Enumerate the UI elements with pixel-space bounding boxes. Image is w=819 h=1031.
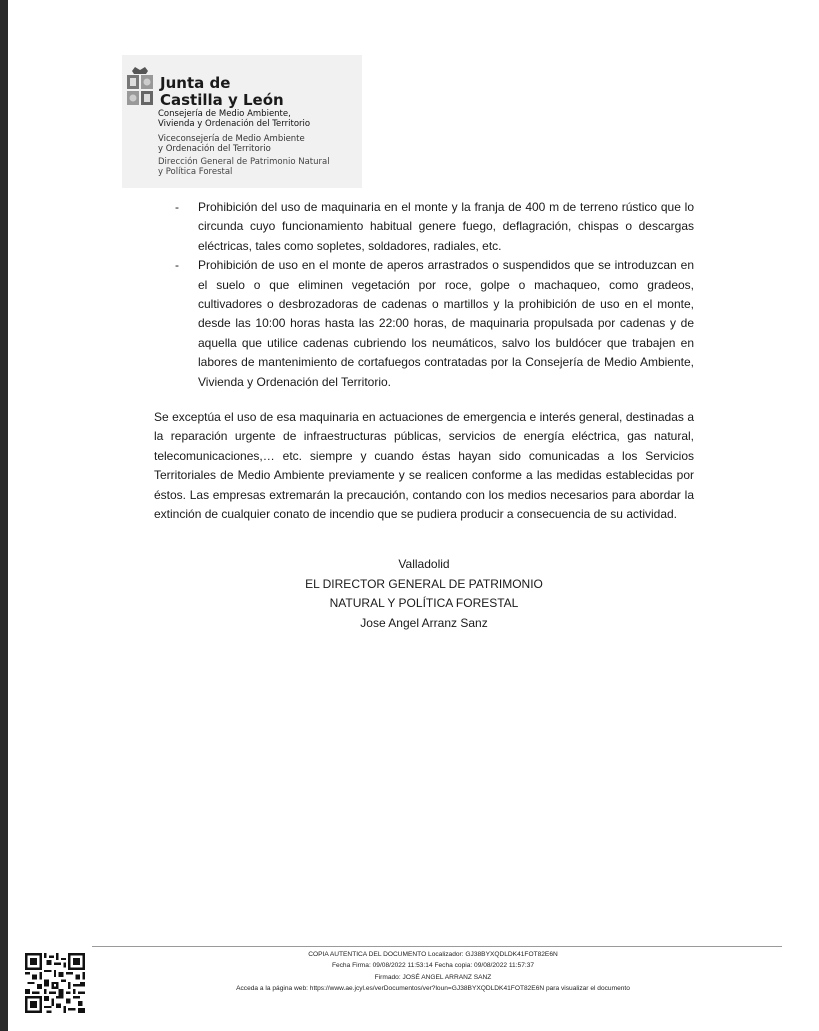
logo-title [160,75,360,109]
footer-line-dates: Fecha Firma: 09/08/2022 11:53:14 Fecha copia: 09/08/2022 11:57:37 [331,962,535,970]
signature-city: Valladolid [398,557,450,571]
qr-code-icon [25,952,85,1014]
document-body [154,198,694,537]
list-item [154,198,694,256]
coat-of-arms-icon [126,67,154,107]
bullet-dash: - [175,200,179,214]
logo-title-line2: Castilla y León [160,91,284,109]
signature-title-line2: NATURAL Y POLÍTICA FORESTAL [329,596,519,610]
bullet-dash: - [175,258,179,273]
logo-direccion: Dirección General de Patrimonio Natural y Política Forestal [158,157,330,177]
authenticity-footer [168,949,698,995]
prohibitions-list [154,198,694,392]
footer-line-url[interactable]: Acceda a la página web: https://www.ae.jcyl.es/verDocumentos/ver?loun=GJ38BYXQDLDK41FOT82E6N para visualizar el documento [236,985,630,993]
list-item-text: Prohibición del uso de maquinaria en el monte y la franja de 400 m de terreno rústico que lo circunda cuyo funcionamiento habitual genere fuego, deflagración, chispas o descargas eléctricas, tales como sopletes, soldadores, radiales, etc. [198,200,694,253]
list-item-text: Prohibición de uso en el monte de aperos arrastrados o suspendidos que se introduzcan en el suelo o que eliminen vegetación por roce, golpe o machaqueo, como gradeos, cultivadores o desbrozadoras de cadenas o martillos y la prohibición de uso en el monte, desde las 10:00 horas hasta las 22:00 horas, de maquinaria propulsada por cadenas y de aquella que utilice cadenas cubriendo los neumáticos, salvo los buldócer que trabajen en labores de mantenimiento de cortafuegos contratadas por la Consejería de Medio Ambiente, Vivienda y Ordenación del Territorio. [198,258,694,389]
exception-paragraph: Se exceptúa el uso de esa maquinaria en actuaciones de emergencia e interés general, destinadas a la reparación urgente de infraestructuras públicas, servicios de energía eléctrica, gas natural, telecomunicaciones,… etc. siempre y cuando éstas hayan sido comunicadas a los Servicios Territoriales de Medio Ambiente previamente y se realicen conforme a las medidas establecidas por éstos. Las empresas extremarán la precaución, contando con los medios necesarios para abordar la extinción de cualquier conato de incendio que se pudiera producir a consecuencia de su actividad. [154,410,694,522]
list-item [154,256,694,392]
logo-title-line1: Junta de [160,74,231,92]
signature-block [154,555,694,633]
logo-viceconsejeria: Viceconsejería de Medio Ambiente y Ordenación del Territorio [158,134,305,154]
logo-consejeria: Consejería de Medio Ambiente, Vivienda y Ordenación del Territorio [158,109,311,129]
signature-name: Jose Angel Arranz Sanz [360,615,488,630]
footer-divider [92,946,782,947]
footer-line-copy: COPIA AUTENTICA DEL DOCUMENTO Localizador: GJ38BYXQDLDK41FOT82E6N [308,951,558,958]
footer-line-signer: Firmado: JOSÉ ANGEL ARRANZ SANZ [374,973,492,981]
document-page [8,0,819,1031]
signature-title-line1: EL DIRECTOR GENERAL DE PATRIMONIO [305,576,543,591]
institution-logo [122,55,362,188]
